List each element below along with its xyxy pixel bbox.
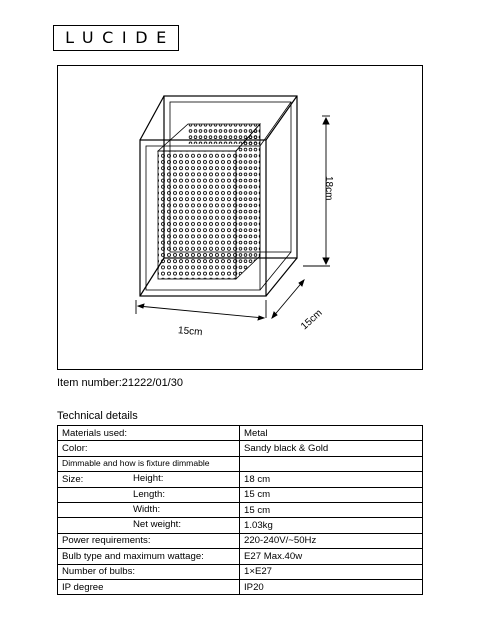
spec-label-cell: [58, 502, 240, 517]
table-row: [58, 441, 423, 456]
table-row: [58, 426, 423, 441]
height-label: 18cm: [323, 176, 334, 201]
spec-sublabel: Height:: [133, 473, 164, 485]
table-row: [58, 533, 423, 548]
spec-sublabel: Length:: [133, 488, 166, 500]
spec-value: 15 cm: [240, 502, 423, 517]
spec-sublabel: Width:: [133, 503, 161, 515]
spec-label: IP degree: [58, 579, 240, 594]
technical-details-table: [57, 425, 423, 595]
spec-value: 18 cm: [240, 472, 423, 487]
table-row: [58, 472, 423, 487]
spec-label-cell: [58, 472, 240, 487]
spec-value: 220-240V/~50Hz: [240, 533, 423, 548]
spec-value: E27 Max.40w: [240, 549, 423, 564]
spec-sublabel: Net weight:: [133, 519, 181, 531]
item-number: Item number:21222/01/30: [57, 377, 183, 389]
spec-label: Dimmable and how is fixture dimmable: [58, 456, 240, 471]
spec-label: Number of bulbs:: [58, 564, 240, 579]
spec-label-cell: [58, 518, 240, 533]
perforated-shade: [158, 124, 260, 279]
spec-label: Color:: [58, 441, 240, 456]
table-row: [58, 518, 423, 533]
lucide-logo: [53, 25, 179, 51]
width-dimension: [136, 300, 266, 320]
table-row: [58, 456, 423, 471]
spec-value: IP20: [240, 579, 423, 594]
spec-label: Size:: [62, 473, 84, 485]
spec-value: 15 cm: [240, 487, 423, 502]
spec-label-cell: [58, 487, 240, 502]
logo-text: LUCIDE: [65, 28, 175, 47]
depth-label: 15cm: [299, 307, 325, 333]
width-label: 15cm: [177, 325, 203, 339]
spec-label: Materials used:: [58, 426, 240, 441]
spec-label: Bulb type and maximum wattage:: [58, 549, 240, 564]
spec-value: [240, 456, 423, 471]
table-row: [58, 502, 423, 517]
table-row: [58, 487, 423, 502]
spec-value: Metal: [240, 426, 423, 441]
depth-dimension: [272, 280, 304, 318]
table-row: [58, 564, 423, 579]
product-drawing: [58, 66, 424, 371]
spec-label: Power requirements:: [58, 533, 240, 548]
spec-value: 1.03kg: [240, 518, 423, 533]
spec-value: 1×E27: [240, 564, 423, 579]
table-row: [58, 579, 423, 594]
spec-value: Sandy black & Gold: [240, 441, 423, 456]
technical-details-title: Technical details: [57, 410, 138, 422]
table-row: [58, 549, 423, 564]
product-drawing-frame: [57, 65, 423, 370]
